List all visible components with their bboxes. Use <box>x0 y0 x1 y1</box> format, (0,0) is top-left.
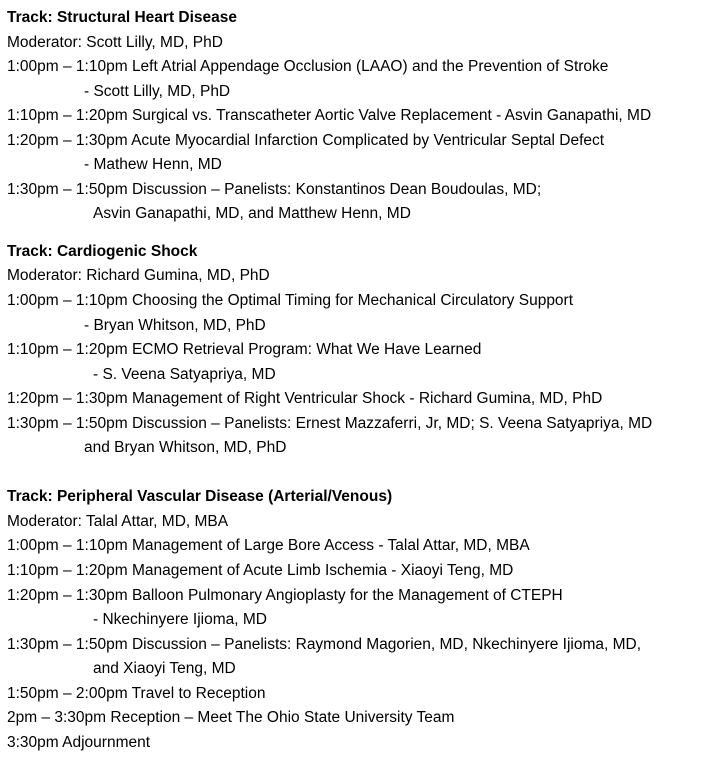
speaker-line: - Scott Lilly, MD, PhD <box>84 82 231 100</box>
speaker-line: - S. Veena Satyapriya, MD <box>93 365 276 383</box>
schedule-line: 2pm – 3:30pm Reception – Meet The Ohio State University Team <box>7 709 455 727</box>
track-header: Track: Cardiogenic Shock <box>7 242 198 260</box>
speaker-line: - Mathew Henn, MD <box>84 156 222 174</box>
schedule-line: 1:10pm – 1:20pm Surgical vs. Transcatheter Aortic Valve Replacement - Asvin Ganapathi, MD <box>7 107 652 125</box>
section-gap <box>7 461 719 486</box>
track-header: Track: Peripheral Vascular Disease (Arterial/Venous) <box>7 488 393 506</box>
schedule-line: 1:00pm – 1:10pm Left Atrial Appendage Occlusion (LAAO) and the Prevention of Stroke <box>7 58 609 76</box>
moderator-line: Moderator: Talal Attar, MD, MBA <box>7 512 229 530</box>
panelists-continuation-line: Asvin Ganapathi, MD, and Matthew Henn, MD <box>93 205 411 223</box>
schedule-line: 1:20pm – 1:30pm Management of Right Ventricular Shock - Richard Gumina, MD, PhD <box>7 390 603 408</box>
schedule-line: 1:50pm – 2:00pm Travel to Reception <box>7 684 266 702</box>
schedule-line: 1:00pm – 1:10pm Choosing the Optimal Timing for Mechanical Circulatory Support <box>7 292 574 310</box>
track-section-structural-heart <box>7 6 719 227</box>
speaker-line: - Bryan Whitson, MD, PhD <box>84 316 266 334</box>
schedule-line: 1:30pm – 1:50pm Discussion – Panelists: Raymond Magorien, MD, Nkechinyere Ijioma, MD, <box>7 635 642 653</box>
speaker-line: - Nkechinyere Ijioma, MD <box>93 611 267 629</box>
moderator-line: Moderator: Richard Gumina, MD, PhD <box>7 267 270 285</box>
schedule-line: 1:20pm – 1:30pm Acute Myocardial Infarction Complicated by Ventricular Septal Defect <box>7 131 605 149</box>
schedule-line: 1:00pm – 1:10pm Management of Large Bore Access - Talal Attar, MD, MBA <box>7 537 530 555</box>
schedule-line: 1:20pm – 1:30pm Balloon Pulmonary Angioplasty for the Management of CTEPH <box>7 586 563 604</box>
panelists-continuation-line: and Bryan Whitson, MD, PhD <box>84 439 287 457</box>
schedule-line: 1:10pm – 1:20pm ECMO Retrieval Program: What We Have Learned <box>7 341 482 359</box>
moderator-line: Moderator: Scott Lilly, MD, PhD <box>7 33 223 51</box>
schedule-line: 1:30pm – 1:50pm Discussion – Panelists: Ernest Mazzaferri, Jr, MD; S. Veena Satyapriya, MD <box>7 414 653 432</box>
panelists-continuation-line: and Xiaoyi Teng, MD <box>93 660 236 678</box>
track-section-peripheral-vascular <box>7 485 719 755</box>
schedule-line: 3:30pm Adjournment <box>7 733 151 751</box>
track-section-cardiogenic-shock <box>7 240 719 461</box>
schedule-line: 1:10pm – 1:20pm Management of Acute Limb Ischemia - Xiaoyi Teng, MD <box>7 561 514 579</box>
track-header: Track: Structural Heart Disease <box>7 9 238 26</box>
section-gap <box>7 227 719 240</box>
schedule-line: 1:30pm – 1:50pm Discussion – Panelists: Konstantinos Dean Boudoulas, MD; <box>7 180 542 198</box>
